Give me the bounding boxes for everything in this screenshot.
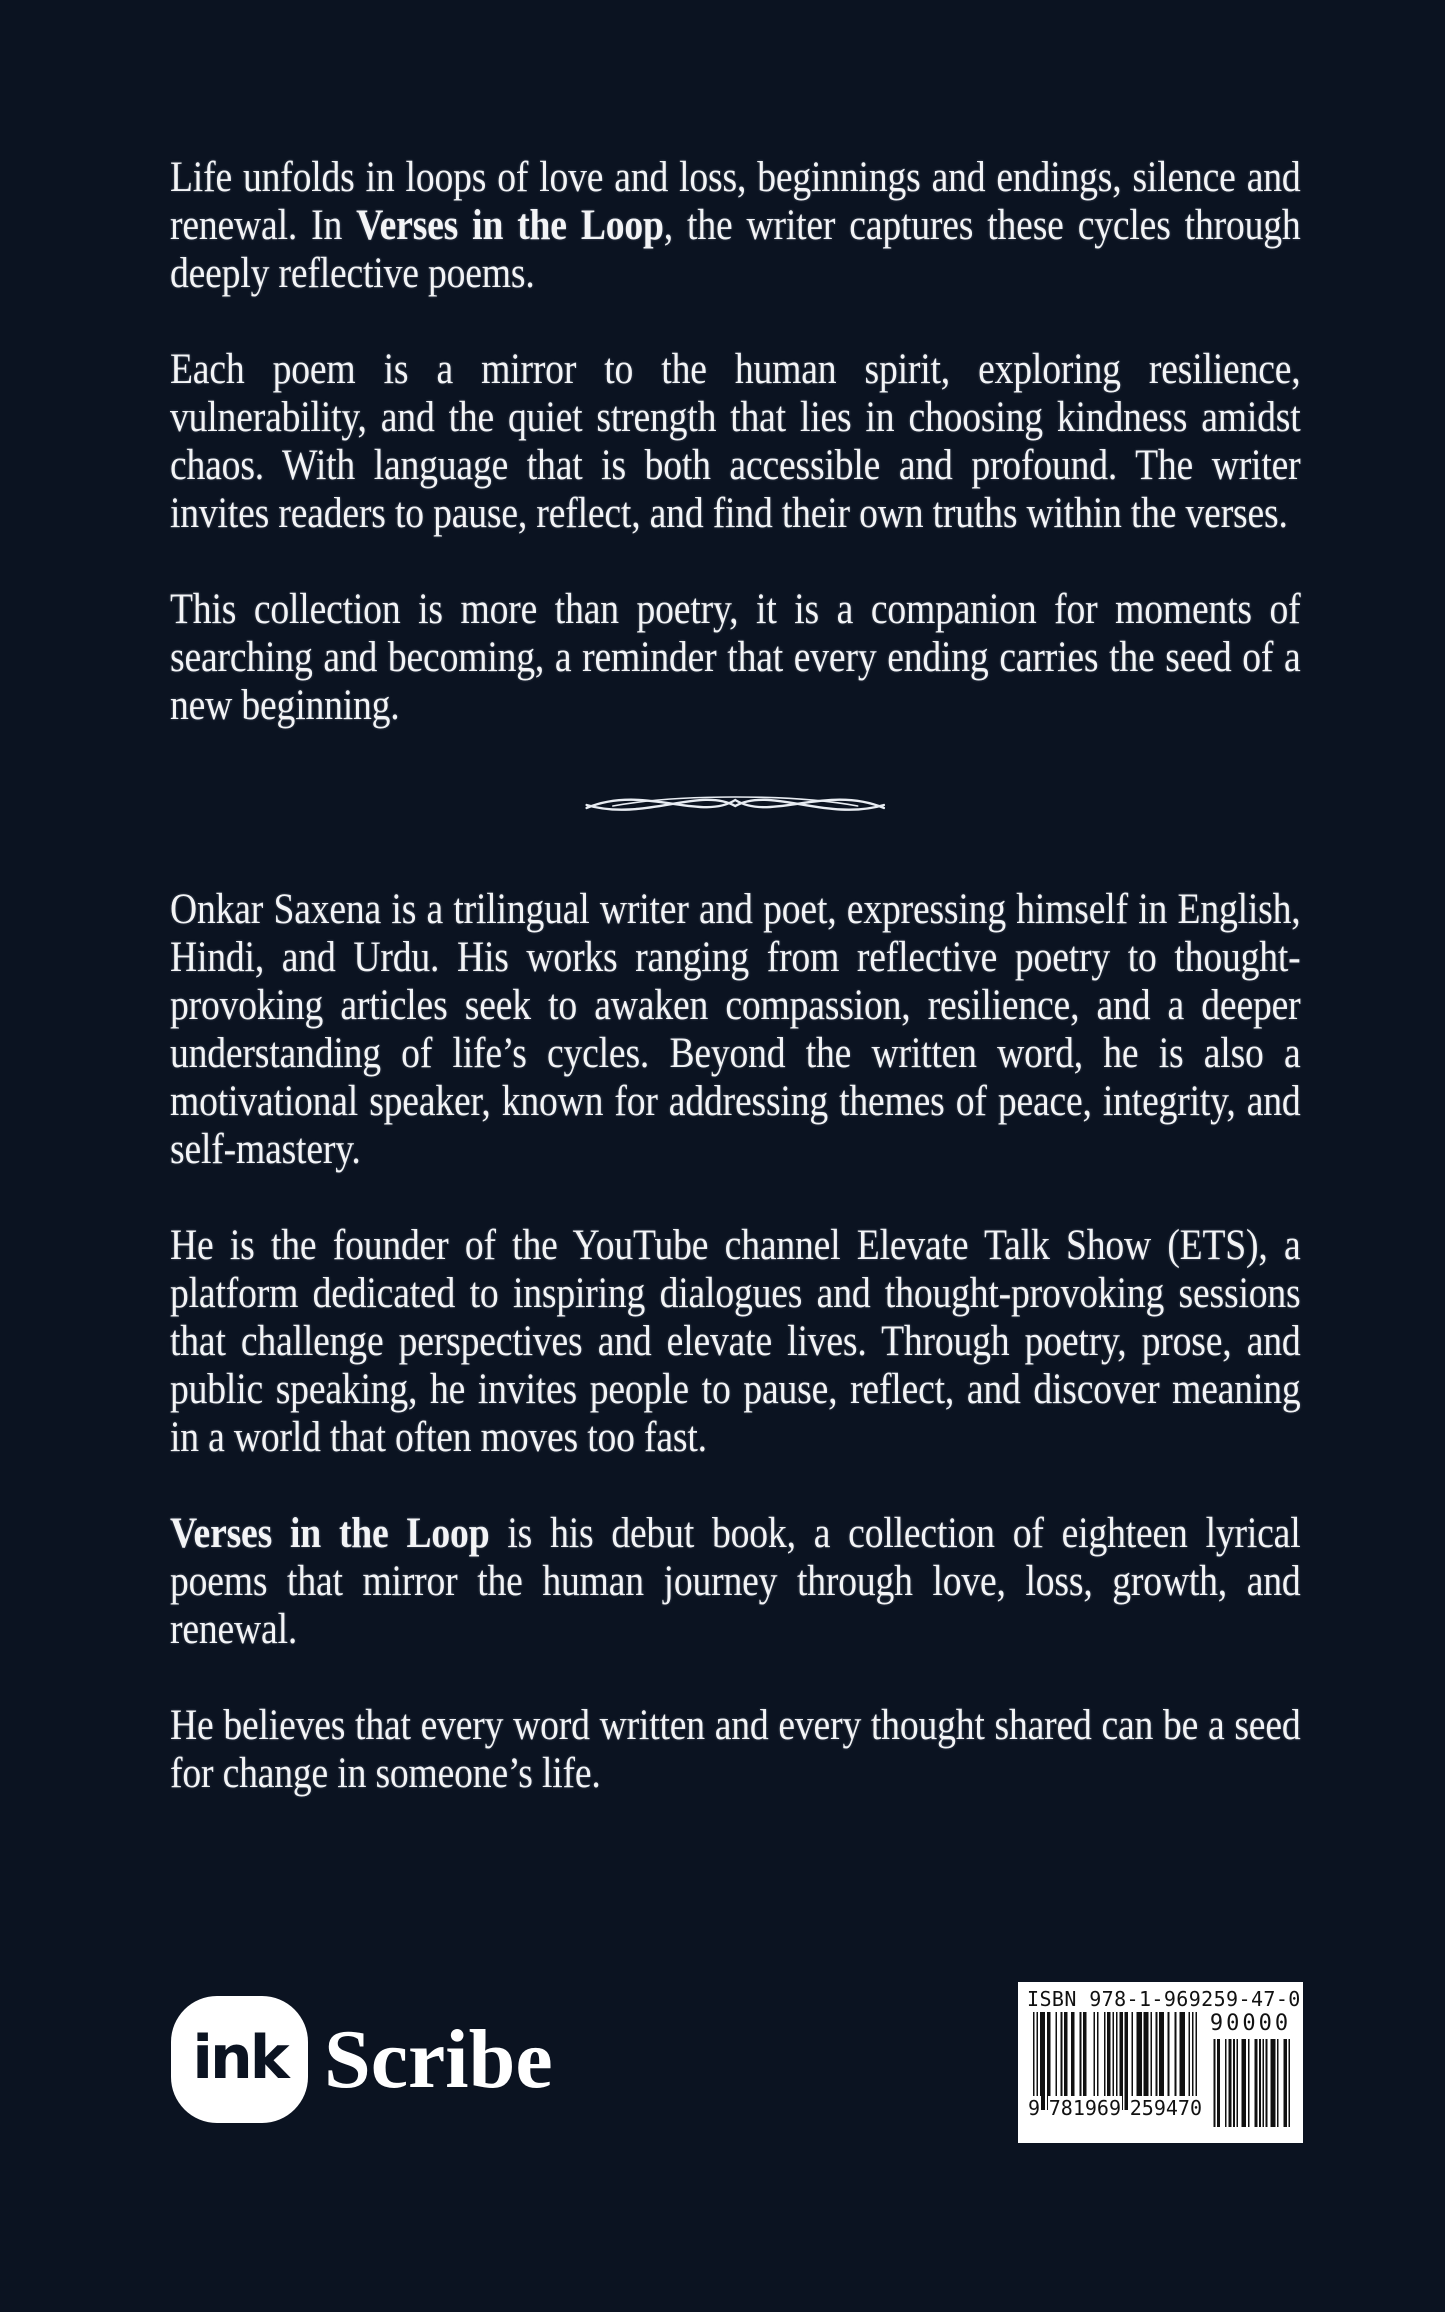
ink-logo-text: ink: [192, 2022, 287, 2093]
ean5-bars-icon: [1212, 2039, 1290, 2127]
ink-logo-icon: [171, 1996, 308, 2123]
blurb-paragraph-2: Each poem is a mirror to the human spirit, exploring resilience, vulnerability, and the quiet strength that lies in choosing kindness amidst chaos. With language that is both accessible and profound. The writer invites readers to pause, reflect, and find their own truths within the verses.: [170, 346, 1301, 537]
isbn-barcode: [1018, 1982, 1303, 2143]
bio-paragraph-1: Onkar Saxena is a trilingual writer and poet, expressing himself in English, Hindi, and Urdu. His works ranging from reflective poetry to thought-provoking articles seek to awaken compassion, resilience, and a deeper understanding of life’s cycles. Beyond the written word, he is also a motivational speaker, known for addressing themes of peace, integrity, and self-mastery.: [170, 886, 1301, 1173]
ean13-barcode: [1027, 2012, 1203, 2130]
barcode-row: [1027, 2012, 1294, 2130]
bio-paragraph-3: [170, 1510, 1301, 1654]
ean13-digits: [1027, 2096, 1203, 2120]
ean13-digit-group: 9: [1028, 2096, 1041, 2120]
bio-paragraph-4: He believes that every word written and every thought shared can be a seed for change in someone’s life.: [170, 1702, 1301, 1797]
isbn-label: ISBN 978-1-969259-47-0: [1027, 1987, 1301, 2011]
blurb-p1-post: , the writer captures these cycles through deeply reflective poems.: [170, 202, 1301, 297]
publisher-name: Scribe: [324, 2013, 553, 2106]
bio-p3-post: is his debut book, a collection of eighteen lyrical poems that mirror the human journey through love, loss, growth, and renewal.: [170, 1510, 1301, 1653]
publisher-logo: [171, 1996, 553, 2123]
blurb-paragraph-3: This collection is more than poetry, it is a companion for moments of searching and becoming, a reminder that every ending carries the seed of a new beginning.: [170, 586, 1301, 729]
flourish-icon: [581, 778, 889, 824]
back-cover-text: [170, 154, 1301, 1846]
ean13-digit-group: 259470: [1129, 2096, 1202, 2120]
book-title-inline: Verses in the Loop: [170, 1510, 490, 1557]
ean13-digit-group: 781969: [1048, 2096, 1122, 2120]
blurb-paragraph-1: [170, 154, 1301, 298]
book-title-inline: Verses in the Loop: [356, 202, 664, 249]
bio-paragraph-2: He is the founder of the YouTube channel Elevate Talk Show (ETS), a platform dedicated to inspiring dialogues and thought-provoking sessions that challenge perspectives and elevate lives. Through poetry, prose, and public speaking, he invites people to pause, reflect, and discover meaning in a world that often moves too fast.: [170, 1222, 1301, 1461]
ean5-supplement: [1203, 2012, 1294, 2130]
flourish-divider: [170, 778, 1301, 824]
price-code: 90000: [1209, 2011, 1292, 2036]
blurb-p1-pre: Life unfolds in loops of love and loss, beginnings and endings, silence and renewal. In: [170, 154, 1301, 249]
